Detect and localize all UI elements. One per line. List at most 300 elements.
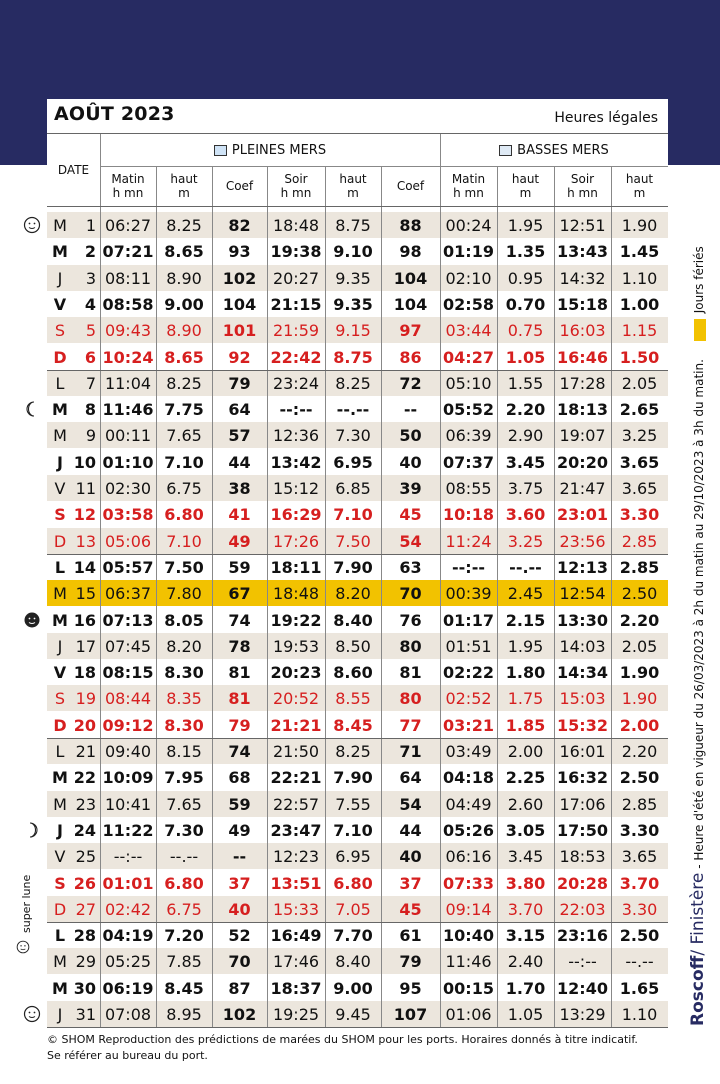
cell-bm-t: 01:19 [443, 242, 494, 262]
holiday-legend-label: Jours fériés [692, 246, 706, 314]
table-row [47, 238, 668, 264]
cell-bs-h: 2.50 [619, 768, 660, 788]
cell-bm-h: 2.90 [507, 426, 544, 446]
cell-ps-h: 7.70 [333, 926, 373, 946]
cell-bm-t: 03:49 [445, 742, 492, 761]
cell-pm-c: 81 [228, 663, 251, 683]
cell-ps-h: 8.20 [335, 584, 371, 604]
cell-bm-t: 03:21 [443, 715, 494, 735]
grid-line [47, 738, 668, 739]
cell-pm-t: 11:46 [102, 400, 154, 420]
cell-bm-h: 3.60 [505, 505, 546, 525]
cell-pm-c: 93 [228, 242, 251, 262]
cell-ps-c: 54 [399, 531, 422, 551]
cell-pm-h: 8.20 [166, 636, 202, 656]
cell-pm-t: 03:58 [102, 505, 154, 525]
cell-pm-c: 41 [228, 505, 251, 525]
weekday: J [57, 820, 63, 840]
cell-pm-c: -- [232, 847, 247, 867]
cell-bs-h: 2.05 [621, 373, 658, 393]
cell-bm-t: 02:58 [443, 294, 494, 314]
weekday: V [53, 663, 67, 683]
cell-ps-h: 9.10 [333, 242, 373, 262]
weekday: V [53, 294, 67, 314]
cell-bm-h: 2.20 [505, 400, 546, 420]
cell-ps-c: 81 [399, 663, 422, 683]
cell-pm-c: 92 [228, 347, 251, 367]
table-row [47, 659, 668, 685]
cell-pm-h: 8.90 [166, 268, 202, 288]
cell-bm-t: 09:14 [445, 899, 492, 919]
weekday: S [54, 873, 66, 893]
weekday: L [55, 742, 65, 761]
table-row [47, 449, 668, 475]
cell-bm-t: 05:10 [445, 373, 492, 393]
cell-bm-h: 2.60 [507, 794, 544, 814]
table-row [47, 870, 668, 896]
cell-pm-h: 7.10 [164, 452, 204, 472]
full-moon-icon [23, 1005, 41, 1023]
day-number: 1 [85, 216, 96, 235]
cell-pm-h: 8.30 [164, 663, 204, 683]
cell-bs-h: 1.15 [621, 321, 658, 341]
cell-pm-h: 7.65 [166, 794, 202, 814]
cell-ps-h: 8.25 [335, 373, 371, 393]
cell-bs-t: 21:47 [559, 479, 606, 498]
table-row [47, 843, 668, 869]
pleines-mers-header: PLEINES MERS [100, 134, 440, 166]
cell-ps-c: 50 [399, 426, 422, 446]
cell-pm-h: 8.25 [166, 373, 202, 393]
table-row [47, 528, 668, 554]
cell-bs-t: 17:50 [557, 820, 608, 840]
grid-line [100, 166, 668, 167]
cell-ps-t: 16:29 [270, 505, 322, 525]
cell-ps-t: 12:36 [272, 426, 320, 446]
cell-ps-t: 15:12 [272, 479, 320, 498]
weekday: M [52, 242, 68, 262]
grid-line [47, 922, 668, 923]
grid-line [554, 166, 555, 1027]
cell-pm-t: 07:13 [102, 610, 154, 630]
table-row [47, 764, 668, 790]
cell-pm-h: 7.20 [164, 926, 204, 946]
cell-bs-h: 3.70 [619, 873, 660, 893]
col-header-pm-matin: Matin h mn [111, 172, 145, 200]
cell-bs-h: 3.25 [621, 426, 658, 446]
table-row [47, 975, 668, 1001]
day-number: 8 [84, 400, 96, 420]
cell-ps-c: 104 [393, 294, 428, 314]
cell-bs-t: 12:51 [559, 216, 606, 235]
cell-ps-c: -- [403, 400, 418, 420]
weekday: M [53, 426, 67, 446]
cell-bs-t: 13:29 [559, 1005, 606, 1024]
day-number: 31 [75, 1005, 96, 1024]
table-row [47, 291, 668, 317]
grid-line [156, 166, 157, 1027]
day-number: 15 [75, 584, 96, 604]
cell-pm-h: 7.95 [164, 768, 204, 788]
weekday: J [57, 268, 63, 288]
cell-ps-h: 6.95 [333, 452, 373, 472]
cell-bs-t: 17:06 [559, 794, 606, 814]
day-number: 17 [75, 636, 96, 656]
region-name: / Finistère [688, 872, 708, 956]
cell-bs-h: 2.85 [621, 531, 658, 551]
cell-pm-t: 08:58 [102, 294, 154, 314]
cell-bs-t: 23:56 [559, 531, 606, 551]
cell-ps-h: 7.10 [333, 505, 373, 525]
cell-bm-t: 00:24 [445, 216, 492, 235]
cell-bm-h: 3.80 [505, 873, 546, 893]
cell-pm-c: 64 [228, 400, 251, 420]
cell-pm-h: 7.30 [164, 820, 204, 840]
table-row [47, 633, 668, 659]
cell-ps-t: 21:59 [272, 321, 320, 341]
cell-ps-c: 80 [399, 689, 422, 709]
weekday: S [54, 689, 66, 709]
weekday: D [53, 899, 67, 919]
day-number: 10 [73, 452, 96, 472]
cell-ps-h: 7.55 [335, 794, 371, 814]
cell-bm-h: 1.85 [505, 715, 546, 735]
cell-pm-h: 7.85 [166, 952, 202, 972]
cell-ps-h: 6.80 [333, 873, 373, 893]
cell-pm-t: 11:04 [104, 373, 152, 393]
cell-bm-h: 3.05 [505, 820, 546, 840]
weekday: D [53, 715, 67, 735]
day-number: 24 [73, 820, 96, 840]
super-moon-icon [14, 938, 32, 956]
cell-pm-t: 10:24 [102, 347, 154, 367]
cell-pm-t: 00:11 [104, 426, 152, 446]
cell-bm-t: 06:16 [445, 847, 492, 867]
day-number: 19 [75, 689, 96, 709]
cell-bm-h: 1.55 [507, 373, 544, 393]
cell-ps-t: 18:48 [272, 216, 320, 235]
day-number: 11 [75, 479, 96, 498]
cell-ps-h: 8.60 [333, 663, 373, 683]
weekday: M [53, 952, 67, 972]
cell-ps-c: 45 [399, 505, 422, 525]
grid-line [47, 370, 668, 371]
cell-ps-h: 7.90 [333, 557, 373, 577]
table-row [47, 475, 668, 501]
cell-bm-h: --.-- [509, 557, 542, 577]
cell-bm-h: 3.45 [507, 847, 544, 867]
cell-pm-t: 09:40 [104, 742, 152, 761]
footer-line-1: © SHOM Reproduction des prédictions de marées du SHOM pour les ports. Horaires donnés à titre indicatif. [47, 1033, 638, 1046]
cell-pm-t: 07:08 [104, 1005, 152, 1024]
cell-bm-h: 1.80 [505, 663, 546, 683]
table-row [47, 344, 668, 370]
day-number: 30 [73, 978, 96, 998]
cell-bm-t: 01:17 [443, 610, 494, 630]
table-row [47, 501, 668, 527]
cell-pm-c: 78 [228, 636, 251, 656]
table-row [47, 422, 668, 448]
weekday: M [53, 794, 67, 814]
cell-bm-t: 02:22 [443, 663, 494, 683]
cell-bm-t: 02:10 [445, 268, 492, 288]
cell-ps-c: 88 [399, 216, 422, 235]
cell-bm-t: 08:55 [445, 479, 492, 498]
cell-ps-h: 8.45 [333, 715, 373, 735]
cell-bs-t: 19:07 [559, 426, 606, 446]
cell-ps-t: 13:42 [270, 452, 322, 472]
cell-bs-h: 1.90 [621, 689, 658, 709]
weekday: M [53, 584, 67, 604]
cell-ps-c: 107 [393, 1005, 428, 1024]
weekday: V [54, 479, 66, 498]
cell-bs-t: 23:16 [557, 926, 608, 946]
cell-bs-h: 2.00 [619, 715, 660, 735]
cell-bs-t: 14:03 [559, 636, 606, 656]
cell-ps-c: 45 [399, 899, 422, 919]
cell-ps-h: 9.35 [333, 294, 373, 314]
cell-ps-h: 6.95 [335, 847, 371, 867]
weekday: V [54, 847, 66, 867]
cell-pm-c: 59 [228, 794, 251, 814]
cell-bm-h: 1.95 [507, 636, 544, 656]
dst-note: - Heure d'été en vigueur du 26/03/2023 à 2h du matin au 29/10/2023 à 3h du matin. [692, 359, 706, 873]
cell-ps-c: 39 [399, 479, 422, 498]
cell-bs-h: 2.85 [621, 794, 658, 814]
cell-bs-h: 1.10 [621, 1005, 658, 1024]
cell-bs-t: 13:30 [557, 610, 608, 630]
table-row [47, 580, 668, 606]
cell-bm-h: 0.70 [505, 294, 546, 314]
cell-bm-t: 00:39 [445, 584, 492, 604]
cell-ps-h: 7.30 [335, 426, 371, 446]
cell-ps-t: 20:52 [272, 689, 320, 709]
cell-pm-t: 08:11 [104, 268, 152, 288]
cell-ps-c: 37 [399, 873, 422, 893]
cell-pm-c: 79 [228, 373, 251, 393]
cell-bs-t: 22:03 [559, 899, 606, 919]
cell-pm-t: 06:19 [102, 978, 154, 998]
table-row [47, 607, 668, 633]
cell-ps-t: 23:24 [272, 373, 320, 393]
grid-line [440, 134, 441, 1027]
cell-bs-t: 16:01 [559, 742, 606, 761]
cell-pm-t: 11:22 [102, 820, 154, 840]
cell-ps-c: 97 [399, 321, 422, 341]
cell-ps-c: 54 [399, 794, 422, 814]
title-row [47, 99, 668, 134]
day-number: 14 [73, 557, 96, 577]
cell-pm-c: 102 [222, 268, 257, 288]
cell-bm-h: 2.15 [505, 610, 546, 630]
cell-pm-c: 49 [228, 820, 251, 840]
super-lune-label: super lune [20, 874, 33, 933]
table-row [47, 922, 668, 948]
cell-bm-h: 1.05 [507, 1005, 544, 1024]
cell-bm-h: 3.25 [507, 531, 544, 551]
cell-pm-c: 87 [228, 978, 251, 998]
day-number: 9 [85, 426, 96, 446]
cell-bm-h: 1.05 [505, 347, 546, 367]
cell-bs-h: 2.50 [619, 926, 660, 946]
cell-bs-h: 3.30 [619, 820, 660, 840]
cell-ps-c: 40 [399, 847, 422, 867]
cell-pm-c: 49 [228, 531, 251, 551]
full-moon-icon [23, 216, 41, 234]
cell-pm-t: 08:44 [104, 689, 152, 709]
tide-table-card [47, 99, 668, 1026]
grid-line [611, 166, 612, 1027]
cell-pm-t: 09:43 [104, 321, 152, 341]
table-row [47, 370, 668, 396]
cell-bs-t: 20:28 [557, 873, 608, 893]
cell-pm-h: 8.45 [164, 978, 204, 998]
weekday: J [57, 1005, 63, 1024]
cell-pm-c: 102 [222, 1005, 257, 1024]
table-row [47, 791, 668, 817]
cell-pm-h: 6.80 [164, 873, 204, 893]
cell-bm-h: 0.95 [507, 268, 544, 288]
cell-bs-t: 18:13 [557, 400, 608, 420]
weekday: M [53, 216, 67, 235]
grid-line [381, 166, 382, 1027]
footer-line-2: Se référer au bureau du port. [47, 1049, 208, 1062]
day-number: 7 [85, 373, 96, 393]
grid-line [47, 554, 668, 555]
table-row [47, 712, 668, 738]
cell-bm-h: 0.75 [507, 321, 544, 341]
cell-ps-t: 12:23 [272, 847, 320, 867]
day-number: 29 [75, 952, 96, 972]
col-header-bm-matin: Matin h mn [451, 172, 486, 200]
grid-line [267, 166, 268, 1027]
cell-bs-h: 2.85 [619, 557, 660, 577]
table-row [47, 948, 668, 974]
table-row [47, 896, 668, 922]
cell-ps-t: 23:47 [270, 820, 322, 840]
cell-ps-c: 44 [399, 820, 422, 840]
cell-ps-c: 64 [399, 768, 422, 788]
cell-pm-c: 70 [228, 952, 251, 972]
cell-pm-c: 104 [222, 294, 257, 314]
cell-bm-t: 04:18 [443, 768, 494, 788]
cell-bs-t: 14:32 [559, 268, 606, 288]
cell-pm-c: 44 [228, 452, 251, 472]
cell-ps-h: 9.00 [333, 978, 373, 998]
weekday: L [54, 557, 66, 577]
basses-mers-header: BASSES MERS [440, 134, 668, 166]
cell-pm-c: 68 [228, 768, 251, 788]
cell-bs-h: 3.65 [621, 847, 658, 867]
cell-bm-h: 2.00 [507, 742, 544, 761]
day-number: 4 [84, 294, 96, 314]
cell-pm-h: 8.05 [164, 610, 204, 630]
basses-mers-icon [499, 145, 512, 156]
table-row [47, 212, 668, 238]
cell-ps-h: 7.05 [335, 899, 371, 919]
cell-bm-t: 00:15 [443, 978, 494, 998]
cell-ps-t: 22:42 [270, 347, 322, 367]
cell-bs-t: 15:03 [559, 689, 606, 709]
table-row [47, 554, 668, 580]
cell-ps-t: 22:21 [270, 768, 322, 788]
cell-bs-t: 15:32 [557, 715, 608, 735]
cell-ps-h: 8.40 [333, 610, 373, 630]
cell-bm-t: --:-- [452, 557, 485, 577]
weekday: D [53, 347, 67, 367]
cell-ps-c: 80 [399, 636, 422, 656]
cell-pm-c: 40 [228, 899, 251, 919]
cell-pm-t: 04:19 [102, 926, 154, 946]
day-number: 20 [73, 715, 96, 735]
new-moon-icon [23, 611, 41, 629]
subtitle: Heures légales [554, 110, 658, 126]
cell-bs-t: 18:53 [559, 847, 606, 867]
cell-ps-c: 86 [399, 347, 422, 367]
cell-ps-t: 15:33 [272, 899, 320, 919]
cell-ps-h: 7.10 [333, 820, 373, 840]
cell-ps-t: 18:48 [272, 584, 320, 604]
table-row [47, 685, 668, 711]
cell-bm-h: 2.45 [507, 584, 544, 604]
cell-bs-h: 2.20 [621, 742, 658, 761]
pleines-mers-icon [214, 145, 227, 156]
cell-ps-c: 98 [399, 242, 422, 262]
cell-ps-h: 8.50 [335, 636, 371, 656]
cell-pm-t: 02:42 [104, 899, 152, 919]
cell-bm-t: 07:33 [443, 873, 494, 893]
cell-bs-h: 3.65 [619, 452, 660, 472]
cell-ps-h: 9.35 [335, 268, 371, 288]
cell-ps-c: 95 [399, 978, 422, 998]
cell-bs-h: 3.65 [621, 479, 658, 498]
cell-ps-t: 19:22 [270, 610, 322, 630]
cell-ps-t: 16:49 [270, 926, 322, 946]
cell-bs-h: 3.30 [621, 899, 658, 919]
day-number: 26 [73, 873, 96, 893]
day-number: 16 [73, 610, 96, 630]
cell-ps-c: 70 [399, 584, 422, 604]
cell-pm-t: --:-- [113, 847, 143, 867]
cell-bs-t: 17:28 [559, 373, 606, 393]
day-number: 2 [84, 242, 96, 262]
grid-line [497, 166, 498, 1027]
cell-pm-t: 07:21 [102, 242, 154, 262]
cell-bs-h: 1.90 [619, 663, 660, 683]
cell-pm-t: 10:41 [104, 794, 152, 814]
cell-bs-h: 2.50 [621, 584, 658, 604]
col-header-bm-haut-soir: haut m [625, 172, 654, 200]
cell-pm-h: 7.80 [166, 584, 202, 604]
cell-pm-h: 7.65 [166, 426, 202, 446]
cell-bm-t: 06:39 [445, 426, 492, 446]
cell-bm-t: 10:40 [443, 926, 494, 946]
cell-pm-t: 01:01 [102, 873, 154, 893]
cell-ps-t: 18:11 [270, 557, 322, 577]
cell-pm-h: 8.25 [166, 216, 202, 235]
cell-bm-h: 3.15 [505, 926, 546, 946]
footer-note [47, 1032, 647, 1064]
cell-bs-t: 16:32 [557, 768, 608, 788]
weekday: J [57, 452, 63, 472]
cell-pm-c: 59 [228, 557, 251, 577]
location-name: Roscoff [688, 955, 708, 1026]
weekday: J [57, 636, 63, 656]
cell-bs-h: 1.65 [619, 978, 660, 998]
cell-pm-c: 52 [228, 926, 251, 946]
cell-bm-h: 2.40 [507, 952, 544, 972]
day-number: 23 [75, 794, 96, 814]
